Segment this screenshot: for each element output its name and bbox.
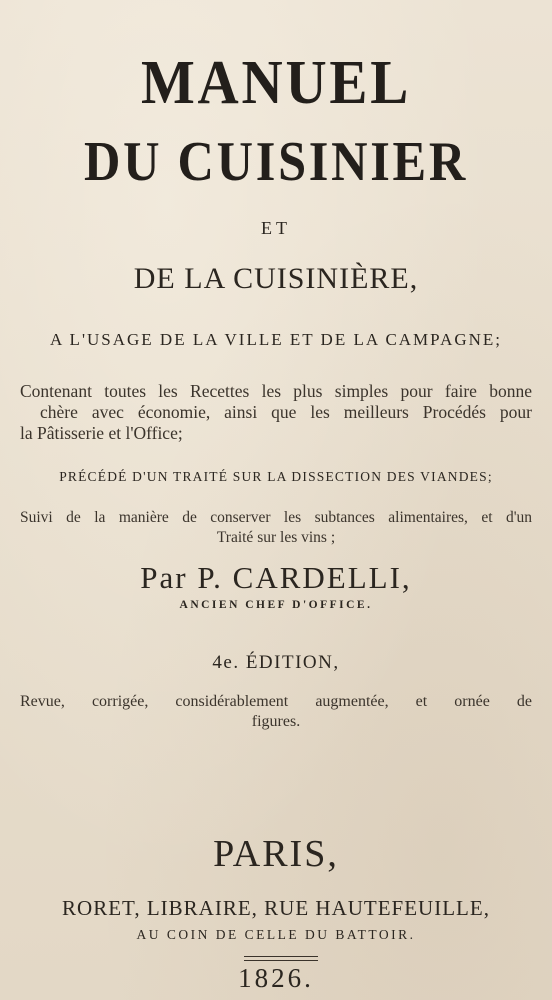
contents-line-1: Contenant toutes les Recettes les plus simples pour faire bonne <box>20 381 532 401</box>
usage-line: A L'USAGE DE LA VILLE ET DE LA CAMPAGNE; <box>49 330 503 349</box>
author-title: ANCIEN CHEF D'OFFICE. <box>179 599 373 611</box>
edition-note <box>20 692 532 732</box>
title-line-de-la-cuisiniere: DE LA CUISINIÈRE, <box>133 262 419 295</box>
imprint-city: PARIS, <box>213 833 339 875</box>
imprint-publisher: RORET, LIBRAIRE, RUE HAUTEFEUILLE, <box>62 896 490 920</box>
edition-label: 4e. ÉDITION, <box>212 652 340 673</box>
divider-rule-top <box>244 956 318 957</box>
edition-note-line-1: Revue, corrigée, considérablement augmentée, et ornée de <box>20 693 532 710</box>
contents-paragraph <box>20 381 532 444</box>
author-name: Par P. CARDELLI, <box>140 560 412 595</box>
title-line-du-cuisinier: DU CUISINIER <box>84 131 468 193</box>
contents-line-3: la Pâtisserie et l'Office; <box>20 423 183 443</box>
title-conjunction: ET <box>261 218 291 238</box>
contents-line-2: chère avec économie, ainsi que les meilleurs Procédés pour <box>40 402 532 422</box>
followed-line-1: Suivi de la manière de conserver les subtances alimentaires, et d'un <box>20 509 532 526</box>
followed-paragraph <box>20 508 532 548</box>
followed-line-2: Traité sur les vins ; <box>216 529 336 546</box>
title-line-manuel: MANUEL <box>140 49 412 117</box>
divider-rule-bottom <box>244 960 318 961</box>
imprint-year: 1826. <box>238 963 314 993</box>
preceded-line: PRÉCÉDÉ D'UN TRAITÉ SUR LA DISSECTION DES VIANDES; <box>59 469 493 484</box>
edition-note-line-2: figures. <box>251 713 301 730</box>
imprint-address: AU COIN DE CELLE DU BATTOIR. <box>136 927 416 942</box>
